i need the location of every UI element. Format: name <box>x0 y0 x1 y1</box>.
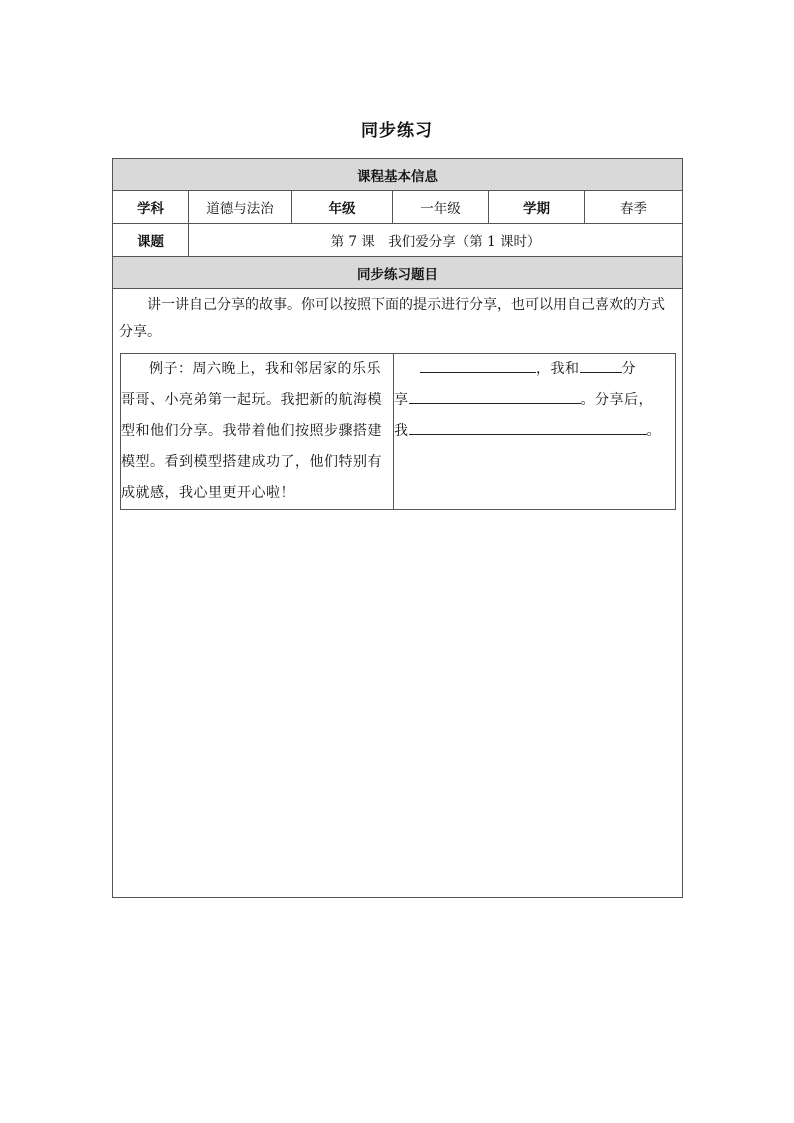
blank-who[interactable] <box>580 358 622 373</box>
subject-label: 学科 <box>113 191 189 224</box>
instructions-text: 讲一讲自己分享的故事。你可以按照下面的提示进行分享，也可以用自己喜欢的方式分享。 <box>119 297 665 340</box>
fill-line-2: 享 。分享后， <box>394 385 675 416</box>
section-header: 同步练习题目 <box>113 257 683 289</box>
blank-what[interactable] <box>409 389 581 404</box>
blank-feeling[interactable] <box>409 420 647 435</box>
subject-value: 道德与法治 <box>189 191 292 224</box>
course-info-table <box>112 158 683 898</box>
exercise-content <box>113 289 683 898</box>
exercise-table <box>120 353 676 510</box>
topic-label: 课题 <box>113 224 189 257</box>
table-header: 课程基本信息 <box>113 159 683 191</box>
fill-in-cell <box>394 354 676 510</box>
term-label: 学期 <box>489 191 585 224</box>
page-title: 同步练习 <box>361 121 433 141</box>
fill-line-1: ，我和 分 <box>394 354 675 385</box>
blank-time[interactable] <box>420 358 536 373</box>
example-cell <box>121 354 394 510</box>
grade-value: 一年级 <box>393 191 489 224</box>
example-text: 例子：周六晚上，我和邻居家的乐乐哥哥、小亮弟第一起玩。我把新的航海模型和他们分享。我带着他们按照步骤搭建模型。看到模型搭建成功了，他们特别有成就感，我心里更开心啦！ <box>121 361 382 501</box>
grade-label: 年级 <box>292 191 393 224</box>
fill-line-3: 我 。 <box>394 416 675 447</box>
topic-value: 第 7 课 我们爱分享（第 1 课时） <box>189 224 683 257</box>
term-value: 春季 <box>585 191 683 224</box>
